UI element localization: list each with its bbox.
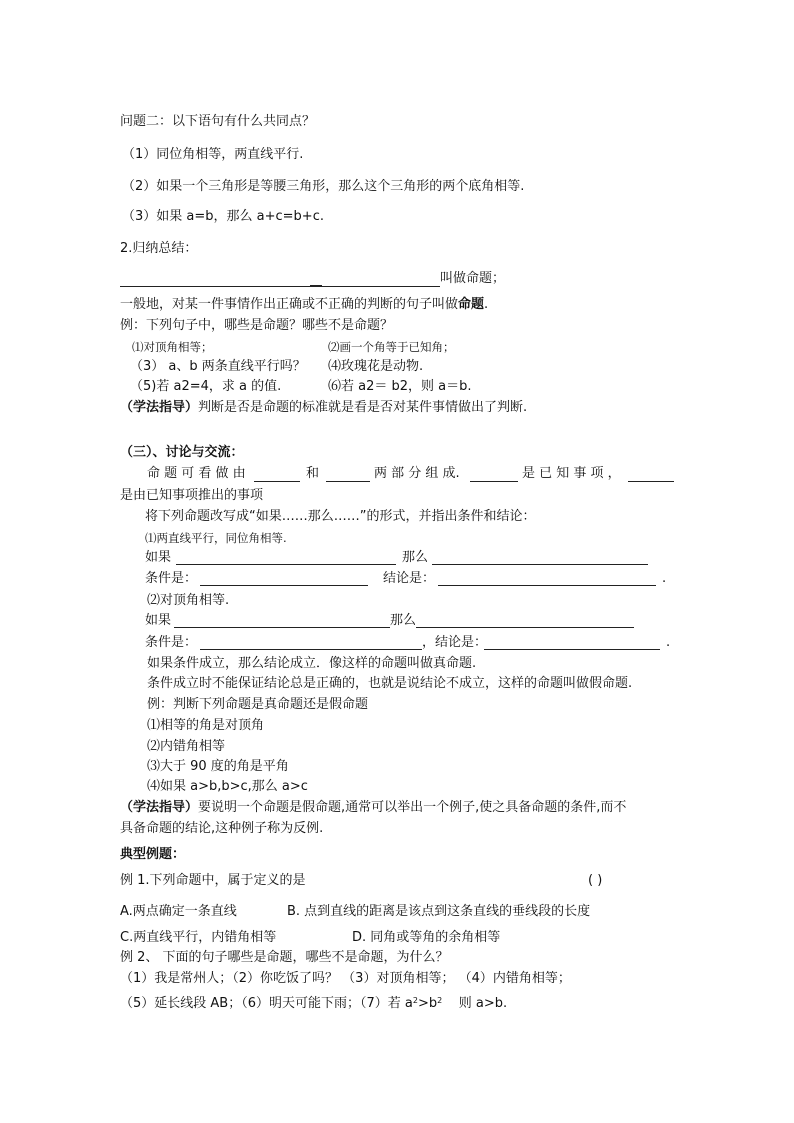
example2-row2-end: 则 a>b. bbox=[442, 996, 508, 1011]
p1-if-blank[interactable] bbox=[176, 564, 396, 565]
general-definition-text: 一般地，对某一件事情作出正确或不正确的判断的句子叫做 bbox=[120, 297, 459, 312]
summary-title: 2.归纳总结： bbox=[120, 241, 198, 256]
sec3-line1-d: 是 已 知 事 项 ， bbox=[522, 466, 621, 481]
p2-condition-label: 条件是： bbox=[145, 635, 198, 650]
p1-conclusion-blank[interactable] bbox=[438, 585, 656, 586]
q2-item-1: （1）同位角相等，两直线平行. bbox=[122, 147, 304, 162]
p2-condition-blank[interactable] bbox=[200, 649, 422, 650]
p2-conclusion-label: ，结论是： bbox=[422, 635, 488, 650]
study-guide-2 bbox=[120, 799, 626, 817]
study-guide-1-text: 判断是否是命题的标准就是看是否对某件事情做出了判断. bbox=[198, 400, 528, 415]
sec3-blank-4[interactable] bbox=[628, 481, 674, 482]
judge-item-1: ⑴相等的角是对顶角 bbox=[147, 718, 265, 733]
sec3-line1-c: 两 部 分 组 成. bbox=[374, 466, 460, 481]
example2-sup-1: 2 bbox=[412, 996, 418, 1005]
rewrite-instruction: 将下列命题改写成“如果……那么……”的形式，并指出条件和结论： bbox=[145, 509, 536, 524]
p1-condition-label: 条件是： bbox=[145, 571, 198, 586]
judge-item-2: ⑵内错角相等 bbox=[147, 739, 226, 754]
p1-then-blank[interactable] bbox=[432, 564, 648, 565]
example1-question: 例 1.下列命题中，属于定义的是 bbox=[120, 873, 306, 888]
proposition-2: ⑵对顶角相等. bbox=[147, 593, 230, 608]
example-row2-left: （3） a、b 两条直线平行吗？ bbox=[130, 359, 306, 374]
example1-option-b: B. 点到直线的距离是该点到这条直线的垂线段的长度 bbox=[287, 904, 591, 919]
study-guide-2-line2: 具备命题的结论,这种例子称为反例. bbox=[120, 821, 324, 836]
sec3-blank-3[interactable] bbox=[470, 481, 518, 482]
summary-blank-a[interactable] bbox=[120, 286, 320, 287]
general-definition-bold: 命题 bbox=[458, 297, 485, 312]
summary-blank-b[interactable] bbox=[322, 286, 440, 287]
false-proposition-def: 条件成立时不能保证结论总是正确的，也就是说结论不成立，这样的命题叫做假命题. bbox=[147, 676, 633, 691]
typical-examples-title: 典型例题： bbox=[120, 847, 186, 862]
p2-if-blank[interactable] bbox=[174, 627, 390, 628]
example2-question: 例 2、 下面的句子哪些是命题，哪些不是命题，为什么？ bbox=[120, 950, 449, 965]
p1-conclusion-label: 结论是： bbox=[383, 571, 436, 586]
true-proposition-def: 如果条件成立，那么结论成立．像这样的命题叫做真命题. bbox=[147, 656, 477, 671]
q2-item-3: （3）如果 a=b，那么 a+c=b+c. bbox=[122, 209, 324, 224]
general-definition bbox=[120, 296, 488, 314]
p2-if-label: 如果 bbox=[145, 613, 172, 628]
sec3-blank-2[interactable] bbox=[326, 481, 370, 482]
study-guide-1 bbox=[120, 399, 527, 417]
example1-option-c: C.两直线平行，内错角相等 bbox=[120, 930, 277, 945]
p1-if-label: 如果 bbox=[145, 550, 172, 565]
p1-condition-blank[interactable] bbox=[200, 585, 368, 586]
p1-then-label: 那么 bbox=[402, 550, 429, 565]
example-row3-right: ⑹若 a2＝ b2，则 a＝b. bbox=[328, 379, 472, 394]
judge-item-3: ⑶大于 90 度的角是平角 bbox=[147, 759, 289, 774]
example-row3-left: （5)若 a2=4，求 a 的值. bbox=[130, 379, 282, 394]
example1-answer-paren[interactable]: ( ) bbox=[588, 873, 603, 888]
study-guide-2-text: 要说明一个命题是假命题,通常可以举出一个例子,使之具备命题的条件,而不 bbox=[198, 800, 627, 815]
sec3-line2: 是由已知事项推出的事项 bbox=[120, 488, 264, 503]
p2-then-label: 那么 bbox=[390, 613, 417, 628]
example1-option-a: A.两点确定一条直线 bbox=[120, 904, 237, 919]
summary-tail: 叫做命题； bbox=[440, 271, 506, 286]
example1-option-d: D. 同角或等角的余角相等 bbox=[352, 930, 501, 945]
example-row1-left: ⑴对顶角相等； bbox=[132, 340, 213, 354]
example2-row2 bbox=[120, 992, 507, 1013]
section-three-title: （三）、讨论与交流： bbox=[120, 445, 244, 460]
example2-sup-2: 2 bbox=[437, 996, 443, 1005]
study-guide-2-label: （学法指导） bbox=[120, 800, 199, 815]
example2-row1: （1）我是常州人；（2）你吃饭了吗？ （3）对顶角相等； （4）内错角相等； bbox=[120, 971, 571, 986]
judge-item-4: ⑷如果 a>b,b>c,那么 a>c bbox=[147, 779, 308, 794]
general-definition-end: . bbox=[484, 297, 489, 312]
study-guide-1-label: （学法指导） bbox=[120, 400, 199, 415]
proposition-1: ⑴两直线平行，同位角相等. bbox=[145, 531, 287, 545]
example-row1-right: ⑵画一个角等于已知角； bbox=[328, 340, 455, 354]
sec3-blank-1[interactable] bbox=[254, 481, 300, 482]
example2-row2-mid: >b bbox=[417, 996, 438, 1011]
example-question: 例：下列句子中，哪些是命题？哪些不是命题？ bbox=[120, 318, 394, 333]
question-two-title: 问题二：以下语句有什么共同点？ bbox=[120, 114, 316, 129]
judge-question: 例：判断下列命题是真命题还是假命题 bbox=[147, 697, 369, 712]
example-row2-right: ⑷玫瑰花是动物. bbox=[328, 359, 424, 374]
p2-then-blank[interactable] bbox=[416, 627, 634, 628]
p2-conclusion-blank[interactable] bbox=[484, 649, 660, 650]
sec3-line1-a: 命 题 可 看 做 由 bbox=[147, 466, 246, 481]
sec3-line1-b: 和 bbox=[306, 466, 320, 481]
example2-row2-pre: （5）延长线段 AB；（6）明天可能下雨；（7）若 a bbox=[120, 996, 413, 1011]
p2-period: . bbox=[666, 635, 671, 650]
summary-blank-mark bbox=[310, 285, 322, 287]
p1-period: . bbox=[662, 571, 667, 586]
q2-item-2: （2）如果一个三角形是等腰三角形，那么这个三角形的两个底角相等. bbox=[122, 179, 525, 194]
